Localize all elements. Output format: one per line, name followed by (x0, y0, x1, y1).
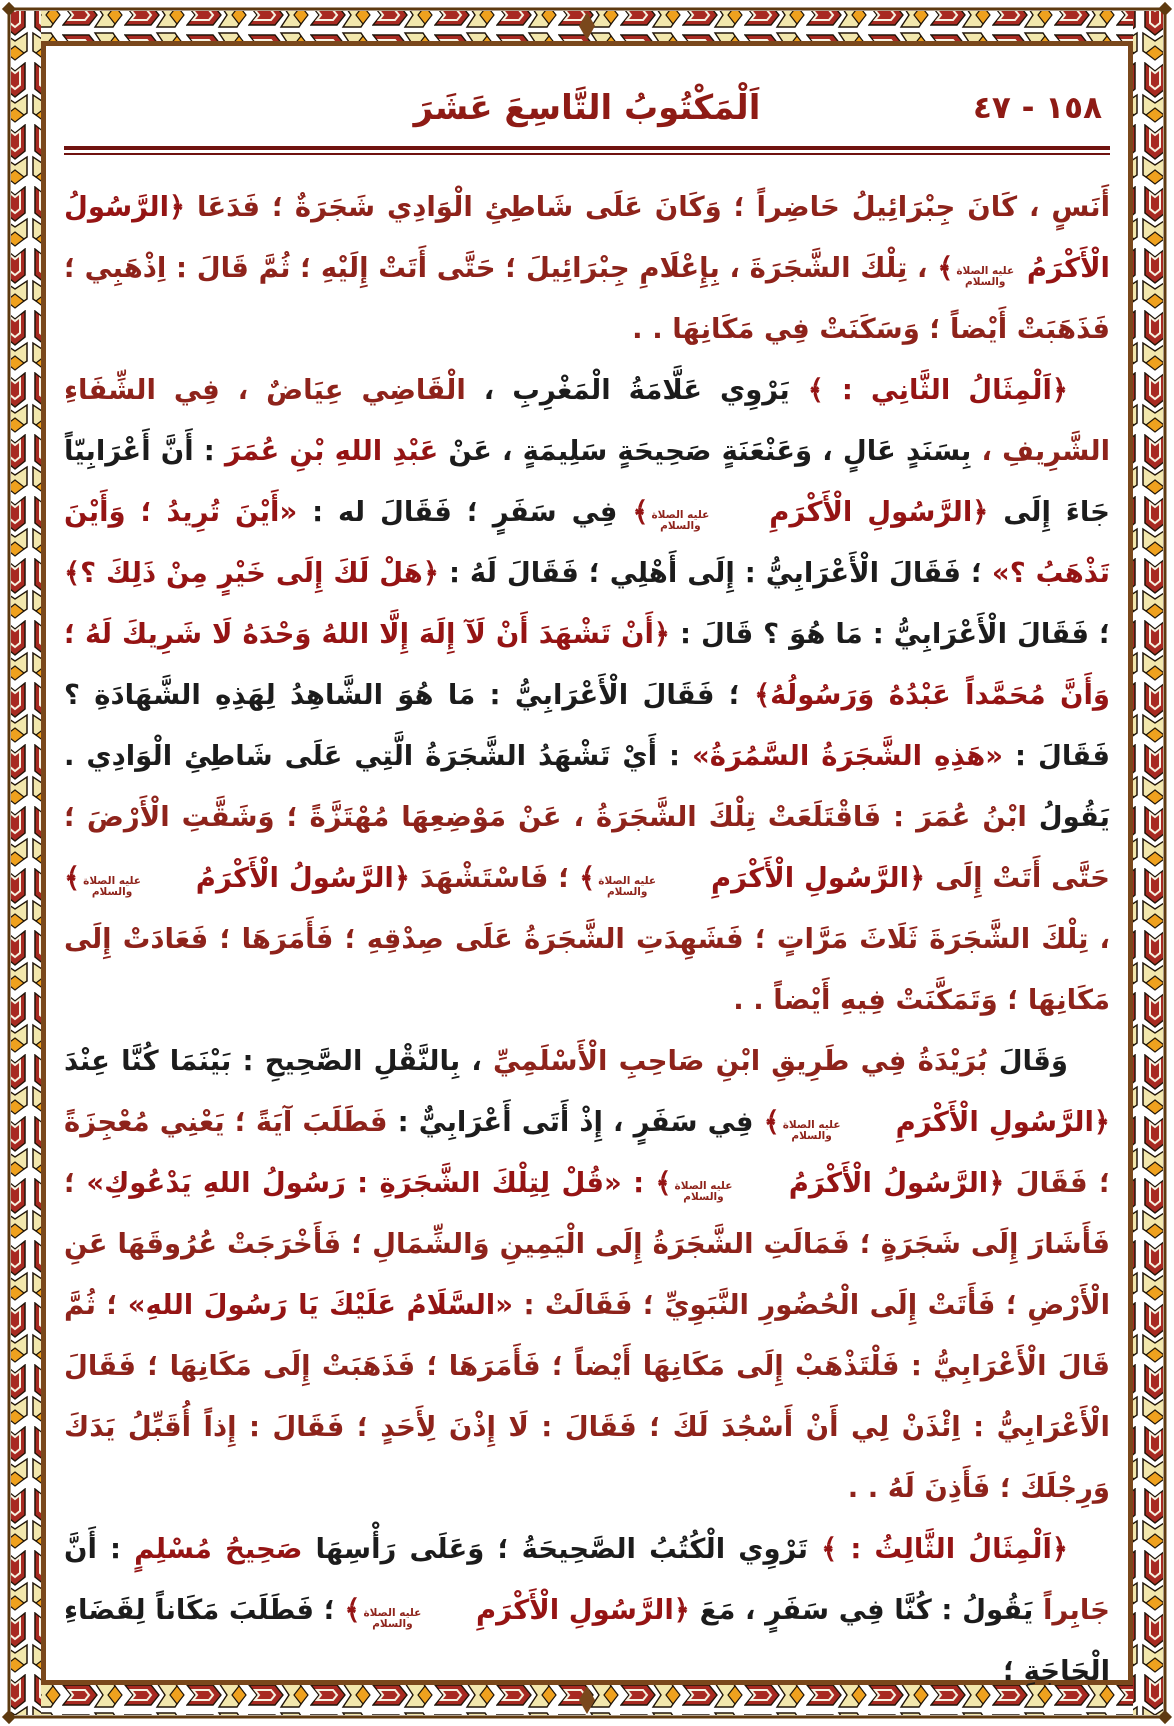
text-run: ﴾ (64, 862, 81, 894)
header-divider-rule (64, 146, 1110, 155)
text-run: عَبْدِ اللهِ بْنِ عُمَرَ (214, 435, 439, 467)
text-run: : أَيْ تَشْهَدُ الشَّجَرَةُ الَّتِي عَلَى شَاطِئِ الْوَادِي . يَقُولُ (64, 740, 1111, 833)
text-run: ؛ فَقَالَ الْأَعْرَابِيُّ : مَا هُوَ الشَّاهِدُ لِهَذِهِ الشَّهَادَةِ ؟ فَقَالَ : (64, 679, 1110, 772)
text-run: ، تِلْكَ الشَّجَرَةَ ، بِإِعْلَامِ جِبْرَائِيلَ ؛ حَتَّى أَتَتْ إِلَيْهِ ؛ ثُمَّ قَالَ : اِذْهَبِي ؛ فَذَهَبَتْ أَيْضاً ؛ وَسَكَنَتْ فِي مَكَانِهَا . . (64, 252, 1110, 345)
text-run: ﴾ (334, 1594, 361, 1626)
paragraph (64, 1519, 1110, 1702)
body-text (64, 177, 1110, 1702)
text-run: «هَذِهِ الشَّجَرَةُ السَّمُرَةُ» (679, 740, 1004, 772)
prophet-salutation-seal: عليه الصلاة والسلام (651, 509, 710, 532)
text-run: ؛ ثُمَّ قَالَ الْأَعْرَابِيُّ : فَلْتَذْهَبْ إِلَى مَكَانِهَا أَيْضاً ؛ فَأَمَرَهَا ؛ فَذَهَبَتْ إِلَى مَكَانِهَا ؛ فَقَالَ الْأَعْرَابِيُّ : اِئْذَنْ لِي أَنْ أَسْجُدَ لَكَ ؛ فَقَالَ : لَا إِذْنَ لِأَحَدٍ ؛ فَقَالَ : إِذاً أُقَبِّلُ يَدَكَ وَرِجْلَكَ ؛ فَأَذِنَ لَهُ . . (64, 1289, 1110, 1504)
text-run: ﴿الرَّسُولِ الْأَكْرَمِ (701, 862, 926, 894)
prophet-salutation-seal: عليه الصلاة والسلام (956, 265, 1015, 288)
page-number: ١٥٨ - ٤٧ (972, 90, 1102, 126)
text-run: فِي سَفَرٍ ؛ فَقَالَ له : (297, 496, 618, 528)
prophet-salutation-seal: عليه الصلاة والسلام (363, 1607, 422, 1630)
text-run: صَحِيحُ مُسْلِمٍ (121, 1533, 303, 1565)
text-run: ﴿الرَّسُولِ الْأَكْرَمِ (754, 496, 989, 528)
border-band-left (11, 11, 41, 1715)
prophet-salutation-seal: عليه الصلاة والسلام (598, 875, 657, 898)
text-run: ابْنُ عُمَرَ : فَاقْتَلَعَتْ تِلْكَ الشَّجَرَةُ ، عَنْ مَوْضِعِهَا مُهْتَزَّةً ؛ وَشَقَّتِ الْأَرْضَ ؛ حَتَّى أَتَتْ إِلَى (64, 801, 1110, 894)
text-run: الْقَاضِي عِيَاضٌ ، فِي الشِّفَاءِ الشَّرِيفِ ، (64, 374, 1110, 467)
text-run: وَقَالَ (987, 1045, 1068, 1077)
text-run: ؛ فَطَلَبَ مَكَاناً لِقَضَاءِ الْحَاجَةِ ؛ (64, 1594, 1110, 1687)
text-run: ﴿اَلْمِثَالُ الثَّالِثُ : ﴾ (808, 1533, 1068, 1565)
text-run: ؛ فَاسْتَشْهَدَ (409, 862, 570, 894)
text-run: ﴿أَنْ تَشْهَدَ أَنْ لَآ إِلَهَ إِلَّا اللهُ وَحْدَهُ لَا شَرِيكَ لَهُ ؛ وَأَنَّ مُحَمَّداً عَبْدُهُ وَرَسُولُهُ﴾ (64, 618, 1110, 711)
text-run: ﴿الرَّسُولِ الْأَكْرَمِ (885, 1106, 1110, 1138)
page-content (64, 78, 1111, 1687)
prophet-salutation-seal: عليه الصلاة والسلام (782, 1119, 841, 1142)
text-run: ﴾ (937, 252, 954, 284)
border-band-right (1133, 11, 1163, 1715)
text-run: ﴿الرَّسُولُ الْأَكْرَمُ (64, 191, 1110, 284)
text-run: «أَيْنَ تُرِيدُ ؛ وَأَيْنَ تَذْهَبُ ؟» (64, 496, 1110, 589)
text-run: يَقُولُ : كُنَّا فِي سَفَرٍ ، مَعَ (689, 1594, 1034, 1626)
text-run: ﴿الرَّسُولُ الْأَكْرَمُ (185, 862, 410, 894)
text-run: جَابِراً (1033, 1594, 1110, 1626)
prophet-salutation-seal: عليه الصلاة والسلام (83, 875, 141, 898)
text-run: ، تِلْكَ الشَّجَرَةَ ثَلَاثَ مَرَّاتٍ ؛ فَشَهِدَتِ الشَّجَرَةُ عَلَى صِدْقِهِ ؛ فَأَمَرَهَا ؛ فَعَادَتْ إِلَى مَكَانِهَا ؛ وَتَمَكَّنَتْ فِيهِ أَيْضاً . . (64, 923, 1110, 1016)
text-run: بِسَنَدٍ عَالٍ ، وَعَنْعَنَةٍ صَحِيحَةٍ سَلِيمَةٍ ، عَنْ (438, 435, 972, 467)
text-run: يَرْوِي عَلَّامَةُ الْمَغْرِبِ ، (465, 374, 790, 406)
text-run: ، بِالنَّقْلِ الصَّحِيحِ : بَيْنَمَا كُنَّا عِنْدَ (64, 1045, 482, 1077)
text-run: : أَنَّ (64, 1533, 121, 1565)
text-run: فَطَلَبَ آيَةً ؛ يَعْنِي مُعْجِزَةً ؛ فَقَالَ (64, 1106, 1110, 1199)
text-run: ﴾ (569, 862, 596, 894)
text-run: ؛ فَقَالَ الْأَعْرَابِيُّ : مَا هُوَ ؟ قَالَ : (670, 618, 1110, 650)
text-run: ﴿هَلْ لَكَ إِلَى خَيْرٍ مِنْ ذَلِكَ ؟﴾ (64, 557, 439, 589)
paragraph (64, 360, 1110, 1031)
text-run: ﴿اَلْمِثَالُ الثَّانِي : ﴾ (789, 374, 1068, 406)
text-run: فِي سَفَرٍ ، إِذْ أَتَى أَعْرَابِيٌّ : (387, 1106, 754, 1138)
text-run: ﴾ (617, 496, 649, 528)
text-run: بُرَيْدَةُ فِي طَرِيقِ ابْنِ صَاحِبِ الْأَسْلَمِيِّ (481, 1045, 988, 1077)
text-run: ﴿الرَّسُولُ الْأَكْرَمُ (777, 1167, 1005, 1199)
paragraph (64, 1031, 1110, 1519)
paragraph (64, 177, 1110, 360)
text-run: ؛ فَقَالَ الْأَعْرَابِيُّ : إِلَى أَهْلِي ؛ فَقَالَ لَهُ : (439, 557, 982, 589)
text-run: أَنَسٍ ، كَانَ جِبْرَائِيلُ حَاضِراً ؛ وَكَانَ عَلَى شَاطِئِ الْوَادِي شَجَرَةٌ ؛ فَدَعَا (185, 191, 1110, 223)
page-title: اَلْمَكْتُوبُ التَّاسِعَ عَشَرَ (413, 88, 761, 128)
text-run: ﴾ : «قُلْ لِتِلْكَ الشَّجَرَةِ : رَسُولُ اللهِ يَدْعُوكِ» (75, 1167, 672, 1199)
text-run: : أَنَّ أَعْرَابِيّاً جَاءَ إِلَى (64, 435, 1110, 528)
text-run: «السَّلَامُ عَلَيْكَ يَا رَسُولَ اللهِ» (117, 1289, 513, 1321)
text-run: تَرْوِي الْكُتُبُ الصَّحِيحَةُ ؛ وَعَلَى رَأْسِهَا (302, 1533, 808, 1565)
text-run: ؛ فَأَشَارَ إِلَى شَجَرَةٍ ؛ فَمَالَتِ الشَّجَرَةُ إِلَى الْيَمِينِ وَالشِّمَالِ ؛ فَأَخْرَجَتْ عُرُوقَهَا عَنِ الْأَرْضِ ؛ فَأَتَتْ إِلَى الْحُضُورِ النَّبَوِيِّ ؛ فَقَالَتْ : (64, 1167, 1111, 1321)
prophet-salutation-seal: عليه الصلاة والسلام (674, 1180, 733, 1203)
page-header (64, 78, 1110, 140)
text-run: ﴾ (753, 1106, 780, 1138)
text-run: ﴿الرَّسُولِ الْأَكْرَمِ (466, 1594, 690, 1626)
